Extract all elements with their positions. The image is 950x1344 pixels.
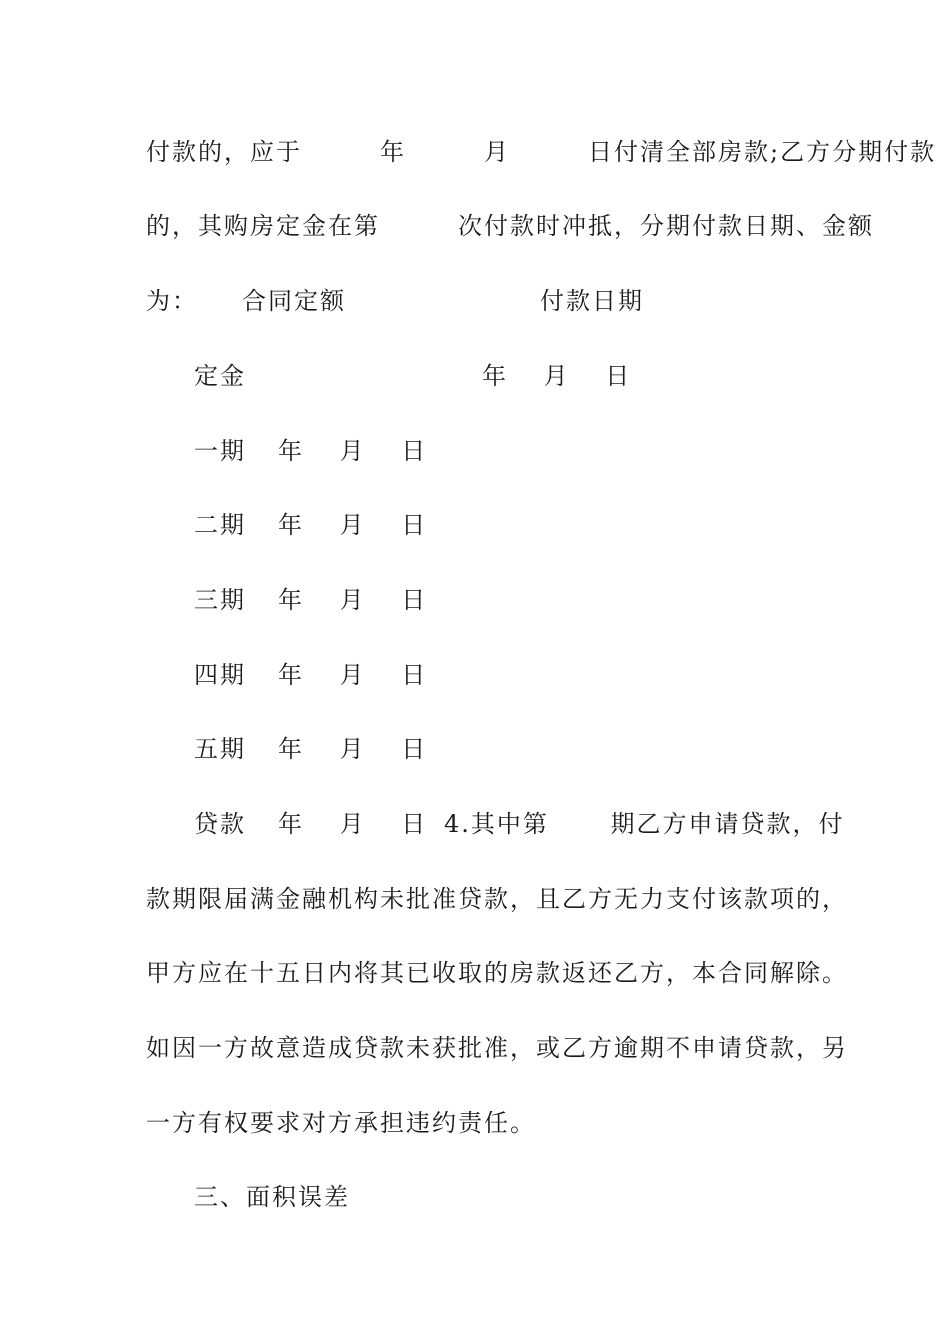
text-line: 付款的，应于 年 月 日付清全部房款;乙方分期付款 [146, 138, 937, 166]
loan-row [194, 809, 845, 839]
date-column-header: 付款日期 [540, 287, 644, 315]
installment-row [194, 660, 594, 690]
section-heading: 三、面积误差 [194, 1183, 350, 1211]
deposit-row [194, 361, 794, 391]
loan-date: 年 月 日 [278, 810, 428, 838]
installment-label: 五期 [194, 735, 246, 763]
loan-label: 贷款 [194, 810, 246, 838]
text-line: 的，其购房定金在第 次付款时冲抵，分期付款日期、金额 [146, 212, 874, 240]
amount-column-header: 合同定额 [242, 287, 346, 315]
installment-label: 二期 [194, 511, 246, 539]
installment-date: 年 月 日 [278, 511, 428, 539]
deposit-date: 年 月 日 [482, 362, 632, 390]
installment-row [194, 436, 594, 466]
installment-date: 年 月 日 [278, 661, 428, 689]
installment-date: 年 月 日 [278, 586, 428, 614]
installment-label: 一期 [194, 437, 246, 465]
text-line: 款期限届满金融机构未批准贷款，且乙方无力支付该款项的， [146, 885, 848, 913]
installment-row [194, 510, 594, 540]
installment-date: 年 月 日 [278, 735, 428, 763]
schedule-intro-label: 为： [146, 287, 198, 315]
schedule-header-row [146, 286, 846, 316]
installment-date: 年 月 日 [278, 437, 428, 465]
text-line: 如因一方故意造成贷款未获批准，或乙方逾期不申请贷款，另 [146, 1034, 848, 1062]
installment-row [194, 734, 594, 764]
installment-label: 四期 [194, 661, 246, 689]
deposit-label: 定金 [194, 362, 246, 390]
text-line: 一方有权要求对方承担违约责任。 [146, 1109, 536, 1137]
loan-clause-start: 4.其中第 期乙方申请贷款，付 [444, 810, 845, 838]
installment-row [194, 585, 594, 615]
installment-label: 三期 [194, 586, 246, 614]
text-line: 甲方应在十五日内将其已收取的房款返还乙方，本合同解除。 [146, 959, 848, 987]
